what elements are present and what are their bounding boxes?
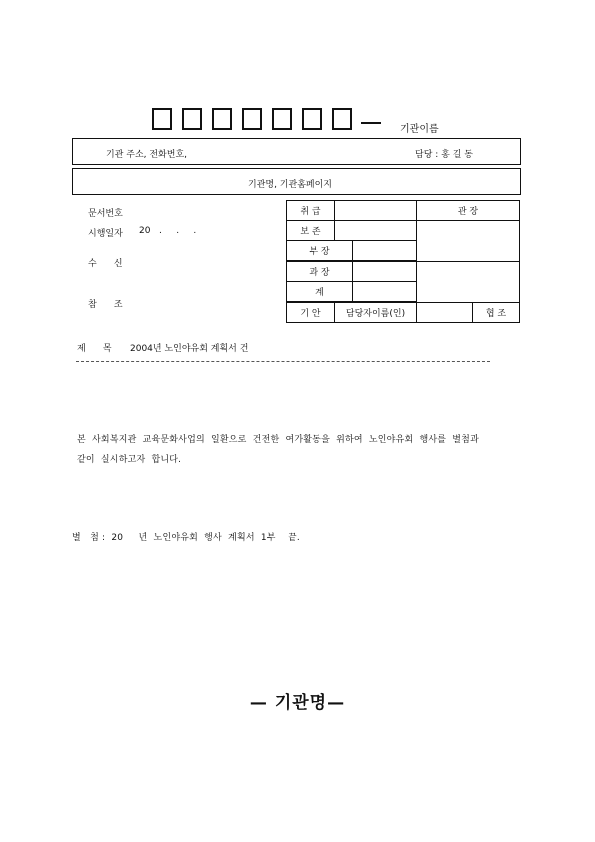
homepage-box (72, 168, 521, 195)
staff-sign-cell (352, 281, 417, 302)
date-label: 시행일자 (88, 229, 123, 239)
director-cell: 관 장 (416, 200, 520, 221)
title-box (182, 108, 202, 130)
section-chief-cell: 과 장 (286, 261, 353, 282)
director-lower-cell (416, 261, 520, 303)
blank-cell (416, 302, 473, 323)
cooperation-cell: 협 조 (472, 302, 520, 323)
address-box (72, 138, 521, 165)
separator-line (76, 361, 490, 362)
address-text: 기관 주소, 전화번호, (106, 150, 187, 160)
subject-label: 제 목 (77, 344, 112, 354)
title-dash (361, 122, 381, 124)
retention-cell: 보 존 (286, 220, 335, 241)
dept-head-sign-cell (352, 240, 417, 261)
org-name-label: 기관이름 (400, 124, 439, 135)
homepage-text: 기관명, 기관홈페이지 (248, 180, 332, 190)
title-box (242, 108, 262, 130)
contact-text: 담당 : 홍 길 동 (415, 150, 473, 160)
retention-value-cell (334, 220, 417, 241)
title-box (302, 108, 322, 130)
subject-text: 2004년 노인야유회 계획서 건 (130, 344, 249, 354)
section-chief-sign-cell (352, 261, 417, 282)
director-sign-cell (416, 220, 520, 262)
body-line-2: 같이 실시하고자 합니다. (77, 455, 182, 465)
handling-cell: 취 급 (286, 200, 335, 221)
staff-cell: 계 (286, 281, 353, 302)
drafter-name-cell: 담당자이름(인) (334, 302, 417, 323)
dept-head-cell: 부 장 (286, 240, 353, 261)
title-box (212, 108, 232, 130)
title-box (272, 108, 292, 130)
title-box (152, 108, 172, 130)
drafter-cell: 기 안 (286, 302, 335, 323)
body-line-1: 본 사회복지관 교육문화사업의 일환으로 건전한 여가활동을 위하여 노인야유회 행사를 별첨과 (77, 435, 479, 445)
handling-value-cell (334, 200, 417, 221)
doc-number-label: 문서번호 (88, 209, 123, 219)
reference-label: 참 조 (88, 300, 123, 310)
recipient-label: 수 신 (88, 259, 123, 269)
title-box (332, 108, 352, 130)
date-value: 20 . . . (139, 226, 197, 236)
footer-org-name: — 기관명— (249, 693, 346, 713)
attachment-text: 별 첨 : 20 년 노인야유회 행사 계획서 1부 끝. (72, 533, 300, 543)
